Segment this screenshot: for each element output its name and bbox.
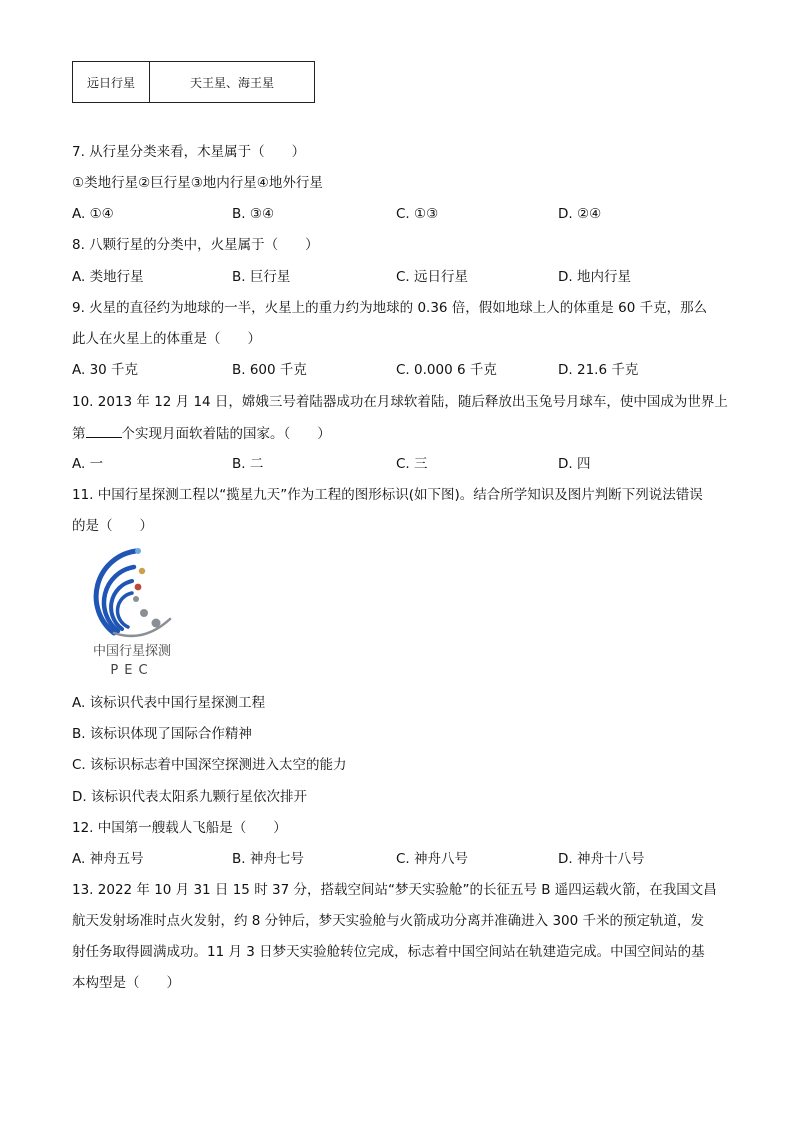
q10-stem-prefix: 第 [72, 426, 86, 442]
pec-logo-graphic [74, 543, 190, 683]
q9-option-b[interactable]: B. 600 千克 [232, 362, 307, 378]
q8-stem: 8. 八颗行星的分类中，火星属于（ ） [72, 237, 319, 253]
q10-answer-blank[interactable] [86, 423, 122, 438]
q9-stem-line1: 9. 火星的直径约为地球的一半，火星上的重力约为地球的 0.36 倍，假如地球上人的体重是 60 千克，那么 [72, 300, 708, 316]
q11-option-b[interactable]: B. 该标识体现了国际合作精神 [72, 726, 252, 742]
planet-classification-table [72, 61, 315, 103]
q10-option-c[interactable]: C. 三 [396, 456, 428, 472]
table-row [73, 62, 315, 103]
logo-planets [133, 548, 161, 628]
q9-stem-line2: 此人在火星上的体重是（ ） [72, 331, 261, 347]
q9-option-d[interactable]: D. 21.6 千克 [558, 362, 639, 378]
planet-dot [133, 596, 139, 602]
q11-stem-line2: 的是（ ） [72, 518, 153, 534]
q11-option-c[interactable]: C. 该标识标志着中国深空探测进入太空的能力 [72, 757, 347, 773]
planet-dot [135, 548, 141, 554]
q13-line3: 射任务取得圆满成功。11 月 3 日梦天实验舱转位完成，标志着中国空间站在轨建造完成。中国空间站的基 [72, 944, 705, 960]
q11-option-d[interactable]: D. 该标识代表太阳系九颗行星依次排开 [72, 789, 307, 805]
q12-option-c[interactable]: C. 神舟八号 [396, 851, 469, 867]
logo-arc [118, 593, 132, 627]
logo-text-en: PEC [110, 663, 154, 678]
q7-option-c[interactable]: C. ①③ [396, 206, 439, 222]
q8-option-a[interactable]: A. 类地行星 [72, 269, 144, 285]
q7-option-b[interactable]: B. ③④ [232, 206, 275, 222]
q13-line4: 本构型是（ ） [72, 975, 180, 991]
q9-option-a[interactable]: A. 30 千克 [72, 362, 139, 378]
q7-stem: 7. 从行星分类来看，木星属于（ ） [72, 144, 306, 160]
q9-option-c[interactable]: C. 0.000 6 千克 [396, 362, 497, 378]
planet-dot [140, 609, 148, 617]
q8-option-c[interactable]: C. 远日行星 [396, 269, 469, 285]
q13-line2: 航天发射场准时点火发射，约 8 分钟后，梦天实验舱与火箭成功分离并准确进入 300 千米的预定轨道，发 [72, 913, 705, 929]
q10-stem-suffix: 个实现月面软着陆的国家。（ ） [121, 426, 331, 442]
q12-option-a[interactable]: A. 神舟五号 [72, 851, 144, 867]
planet-dot [139, 568, 145, 574]
q12-option-d[interactable]: D. 神舟十八号 [558, 851, 645, 867]
planet-dot [135, 584, 142, 591]
q7-choices: ①类地行星②巨行星③地内行星④地外行星 [72, 175, 323, 191]
q8-option-d[interactable]: D. 地内行星 [558, 269, 631, 285]
q7-option-d[interactable]: D. ②④ [558, 206, 602, 222]
q11-stem-line1: 11. 中国行星探测工程以“揽星九天”作为工程的图形标识(如下图)。结合所学知识及图片判断下列说法错误 [72, 487, 703, 503]
q13-line1: 13. 2022 年 10 月 31 日 15 时 37 分，搭载空间站“梦天实验舱”的长征五号 B 遥四运载火箭，在我国文昌 [72, 882, 717, 898]
q11-option-a[interactable]: A. 该标识代表中国行星探测工程 [72, 695, 266, 711]
q10-option-a[interactable]: A. 一 [72, 456, 104, 472]
q7-option-a[interactable]: A. ①④ [72, 206, 114, 222]
q10-stem-line1: 10. 2013 年 12 月 14 日，嫦娥三号着陆器成功在月球软着陆，随后释放出玉兔号月球车，使中国成为世界上 [72, 394, 728, 410]
pec-logo [74, 543, 190, 683]
q10-option-d[interactable]: D. 四 [558, 456, 591, 472]
q12-stem: 12. 中国第一艘载人飞船是（ ） [72, 820, 287, 836]
logo-text-cn: 中国行星探测 [92, 644, 172, 659]
q12-option-b[interactable]: B. 神舟七号 [232, 851, 304, 867]
table-cell-value: 天王星、海王星 [150, 62, 315, 103]
q10-option-b[interactable]: B. 二 [232, 456, 264, 472]
table-cell-label: 远日行星 [73, 62, 150, 103]
q8-option-b[interactable]: B. 巨行星 [232, 269, 291, 285]
planet-dot [152, 619, 161, 628]
q10-stem-line2 [72, 423, 331, 444]
